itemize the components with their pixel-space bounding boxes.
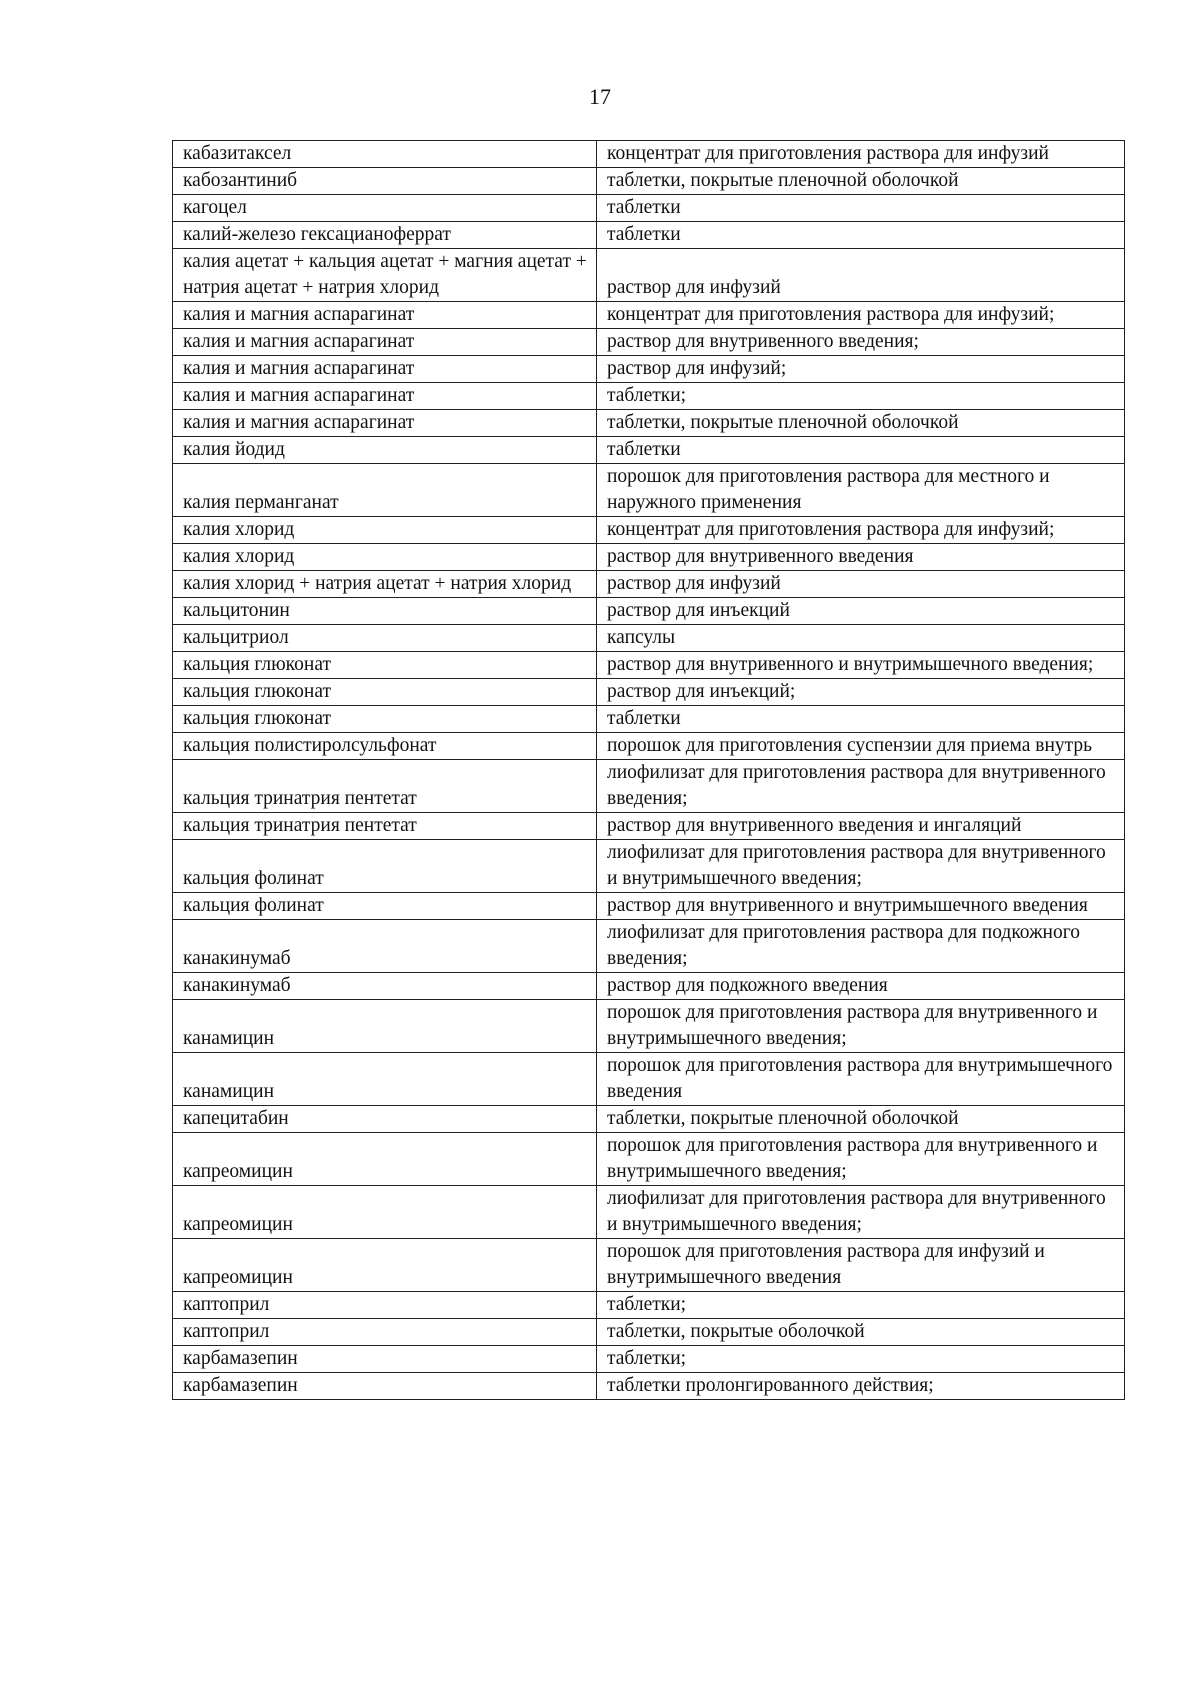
drug-name-cell: калия и магния аспарагинат bbox=[173, 410, 597, 437]
dosage-form-cell: таблетки пролонгированного действия; bbox=[597, 1373, 1125, 1400]
drug-name-cell: калия йодид bbox=[173, 437, 597, 464]
drug-name-cell: калия ацетат + кальция ацетат + магния ацетат + натрия ацетат + натрия хлорид bbox=[173, 249, 597, 302]
drug-name-cell: калия хлорид bbox=[173, 517, 597, 544]
dosage-form-cell: таблетки, покрытые пленочной оболочкой bbox=[597, 168, 1125, 195]
table-row bbox=[173, 1346, 1125, 1373]
table-row bbox=[173, 1000, 1125, 1053]
drug-name-cell: калия перманганат bbox=[173, 464, 597, 517]
table-row bbox=[173, 1186, 1125, 1239]
dosage-form-cell: таблетки, покрытые пленочной оболочкой bbox=[597, 1106, 1125, 1133]
dosage-form-cell: раствор для инъекций; bbox=[597, 679, 1125, 706]
dosage-form-cell: порошок для приготовления раствора для внутривенного и внутримышечного введения; bbox=[597, 1133, 1125, 1186]
drug-name-cell: карбамазепин bbox=[173, 1373, 597, 1400]
drug-name-cell: кабозантиниб bbox=[173, 168, 597, 195]
table-row bbox=[173, 1319, 1125, 1346]
dosage-form-cell: лиофилизат для приготовления раствора для внутривенного введения; bbox=[597, 760, 1125, 813]
drug-name-cell: калия хлорид bbox=[173, 544, 597, 571]
drug-name-cell: калий-железо гексацианоферрат bbox=[173, 222, 597, 249]
drug-name-cell: капреомицин bbox=[173, 1133, 597, 1186]
table-row bbox=[173, 329, 1125, 356]
drug-name-cell: кальция глюконат bbox=[173, 679, 597, 706]
dosage-form-cell: концентрат для приготовления раствора для инфузий bbox=[597, 141, 1125, 168]
dosage-form-cell: концентрат для приготовления раствора для инфузий; bbox=[597, 517, 1125, 544]
table-row bbox=[173, 1133, 1125, 1186]
drug-name-cell: кальция глюконат bbox=[173, 652, 597, 679]
table-row bbox=[173, 437, 1125, 464]
table-row bbox=[173, 356, 1125, 383]
drug-name-cell: карбамазепин bbox=[173, 1346, 597, 1373]
dosage-form-cell: капсулы bbox=[597, 625, 1125, 652]
table-row bbox=[173, 1373, 1125, 1400]
drug-name-cell: канамицин bbox=[173, 1000, 597, 1053]
dosage-form-cell: раствор для внутривенного введения и ингаляций bbox=[597, 813, 1125, 840]
drug-name-cell: кальцитонин bbox=[173, 598, 597, 625]
dosage-form-cell: таблетки bbox=[597, 222, 1125, 249]
drug-name-cell: кабазитаксел bbox=[173, 141, 597, 168]
dosage-form-cell: таблетки bbox=[597, 706, 1125, 733]
table-row bbox=[173, 973, 1125, 1000]
drug-name-cell: калия хлорид + натрия ацетат + натрия хлорид bbox=[173, 571, 597, 598]
dosage-form-cell: концентрат для приготовления раствора для инфузий; bbox=[597, 302, 1125, 329]
drug-name-cell: кальцитриол bbox=[173, 625, 597, 652]
drug-table bbox=[172, 140, 1125, 1400]
table-row bbox=[173, 1106, 1125, 1133]
table-row bbox=[173, 893, 1125, 920]
drug-name-cell: канакинумаб bbox=[173, 920, 597, 973]
dosage-form-cell: раствор для инфузий; bbox=[597, 356, 1125, 383]
table-row bbox=[173, 410, 1125, 437]
drug-name-cell: кальция тринатрия пентетат bbox=[173, 813, 597, 840]
dosage-form-cell: таблетки, покрытые пленочной оболочкой bbox=[597, 410, 1125, 437]
table-row bbox=[173, 706, 1125, 733]
table-row bbox=[173, 168, 1125, 195]
table-row bbox=[173, 383, 1125, 410]
drug-name-cell: калия и магния аспарагинат bbox=[173, 302, 597, 329]
dosage-form-cell: таблетки; bbox=[597, 383, 1125, 410]
dosage-form-cell: порошок для приготовления раствора для внутривенного и внутримышечного введения; bbox=[597, 1000, 1125, 1053]
table-row bbox=[173, 517, 1125, 544]
table-row bbox=[173, 625, 1125, 652]
table-body bbox=[173, 141, 1125, 1400]
page-number: 17 bbox=[589, 84, 611, 109]
table-row bbox=[173, 840, 1125, 893]
dosage-form-cell: раствор для инфузий bbox=[597, 249, 1125, 302]
table-row bbox=[173, 920, 1125, 973]
dosage-form-cell: порошок для приготовления раствора для внутримышечного введения bbox=[597, 1053, 1125, 1106]
table-row bbox=[173, 733, 1125, 760]
dosage-form-cell: раствор для подкожного введения bbox=[597, 973, 1125, 1000]
table-row bbox=[173, 222, 1125, 249]
table-row bbox=[173, 302, 1125, 329]
dosage-form-cell: таблетки bbox=[597, 437, 1125, 464]
drug-name-cell: каптоприл bbox=[173, 1319, 597, 1346]
drug-name-cell: калия и магния аспарагинат bbox=[173, 356, 597, 383]
drug-name-cell: каптоприл bbox=[173, 1292, 597, 1319]
dosage-form-cell: раствор для внутривенного и внутримышечного введения; bbox=[597, 652, 1125, 679]
dosage-form-cell: таблетки bbox=[597, 195, 1125, 222]
table-row bbox=[173, 760, 1125, 813]
dosage-form-cell: лиофилизат для приготовления раствора для внутривенного и внутримышечного введения; bbox=[597, 1186, 1125, 1239]
dosage-form-cell: раствор для инфузий bbox=[597, 571, 1125, 598]
drug-name-cell: кагоцел bbox=[173, 195, 597, 222]
drug-name-cell: калия и магния аспарагинат bbox=[173, 383, 597, 410]
table-row bbox=[173, 141, 1125, 168]
table-row bbox=[173, 544, 1125, 571]
table-row bbox=[173, 652, 1125, 679]
dosage-form-cell: лиофилизат для приготовления раствора для подкожного введения; bbox=[597, 920, 1125, 973]
table-row bbox=[173, 813, 1125, 840]
dosage-form-cell: таблетки, покрытые оболочкой bbox=[597, 1319, 1125, 1346]
drug-name-cell: канакинумаб bbox=[173, 973, 597, 1000]
dosage-form-cell: раствор для внутривенного введения bbox=[597, 544, 1125, 571]
table-row bbox=[173, 464, 1125, 517]
table-row bbox=[173, 598, 1125, 625]
drug-name-cell: капецитабин bbox=[173, 1106, 597, 1133]
drug-name-cell: кальция фолинат bbox=[173, 840, 597, 893]
drug-name-cell: кальция тринатрия пентетат bbox=[173, 760, 597, 813]
dosage-form-cell: таблетки; bbox=[597, 1292, 1125, 1319]
drug-name-cell: кальция глюконат bbox=[173, 706, 597, 733]
dosage-form-cell: порошок для приготовления суспензии для приема внутрь bbox=[597, 733, 1125, 760]
table-row bbox=[173, 571, 1125, 598]
dosage-form-cell: порошок для приготовления раствора для местного и наружного применения bbox=[597, 464, 1125, 517]
drug-name-cell: калия и магния аспарагинат bbox=[173, 329, 597, 356]
drug-name-cell: канамицин bbox=[173, 1053, 597, 1106]
dosage-form-cell: раствор для внутривенного введения; bbox=[597, 329, 1125, 356]
dosage-form-cell: таблетки; bbox=[597, 1346, 1125, 1373]
drug-name-cell: капреомицин bbox=[173, 1186, 597, 1239]
drug-name-cell: кальция полистиролсульфонат bbox=[173, 733, 597, 760]
dosage-form-cell: раствор для внутривенного и внутримышечного введения bbox=[597, 893, 1125, 920]
dosage-form-cell: лиофилизат для приготовления раствора для внутривенного и внутримышечного введения; bbox=[597, 840, 1125, 893]
dosage-form-cell: раствор для инъекций bbox=[597, 598, 1125, 625]
drug-name-cell: кальция фолинат bbox=[173, 893, 597, 920]
table-row bbox=[173, 249, 1125, 302]
table-row bbox=[173, 195, 1125, 222]
drug-name-cell: капреомицин bbox=[173, 1239, 597, 1292]
dosage-form-cell: порошок для приготовления раствора для инфузий и внутримышечного введения bbox=[597, 1239, 1125, 1292]
table-row bbox=[173, 1239, 1125, 1292]
table-row bbox=[173, 1292, 1125, 1319]
table-row bbox=[173, 1053, 1125, 1106]
table-row bbox=[173, 679, 1125, 706]
